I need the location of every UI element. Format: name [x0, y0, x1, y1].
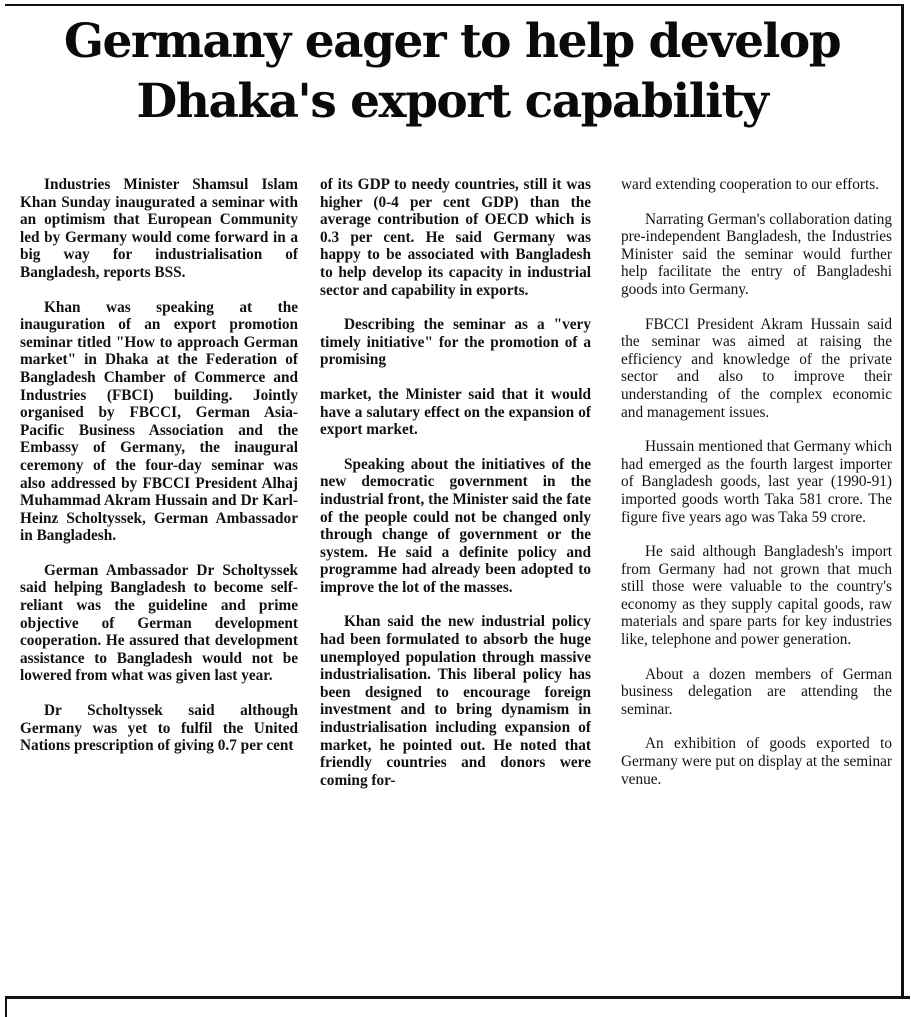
article-column-2 [320, 176, 591, 996]
paragraph: of its GDP to needy countries, still it was higher (0-4 per cent GDP) than the average contribution of OECD which is 0.3 per cent. He said Germany was happy to be associated with Bangladesh to help develop its capacity in industrial sector and capability in exports. [320, 176, 591, 299]
paragraph: About a dozen members of German business delegation are attending the seminar. [621, 665, 892, 718]
paragraph: Narrating German's collaboration dating pre-independent Bangladesh, the Industries Minister said the seminar would further help facilitate the entry of Bangladeshi goods into Germany. [621, 210, 892, 298]
paragraph: Khan was speaking at the inauguration of an export promotion seminar titled "How to approach German market" in Dhaka at the Federation of Bangladesh Chamber of Commerce and Industries (FBCI) building. Jointly organised by FBCCI, German Asia-Pacific Business Association and the Embassy of Germany, the inaugural ceremony of the four-day seminar was also addressed by FBCCI President Alhaj Muhammad Akram Hussain and Dr Karl-Heinz Scholtyssek, German Ambassador in Bangladesh. [20, 298, 298, 545]
headline: Germany eager to help develop Dhaka's export capability [63, 14, 841, 129]
paragraph: ward extending cooperation to our efforts. [621, 176, 879, 193]
paragraph: Industries Minister Shamsul Islam Khan Sunday inaugurated a seminar with an optimism that European Community led by Germany would come forward in a big way for industrialisation of Bangladesh, reports BSS. [20, 176, 298, 281]
article-column-1 [20, 176, 298, 996]
paragraph: Dr Scholtyssek said although Germany was yet to fulfil the United Nations prescription of giving 0.7 per cent [20, 702, 298, 755]
paragraph: market, the Minister said that it would have a salutary effect on the expansion of export market. [320, 385, 591, 439]
paragraph: Hussain mentioned that Germany which had emerged as the fourth largest importer of Bangladesh goods, last year (1990-91) imported goods worth Taka 581 crore. The figure five years ago was Taka 59 crore. [621, 438, 892, 526]
paragraph: German Ambassador Dr Scholtyssek said helping Bangladesh to become self-reliant was the guideline and prime objective of German development cooperation. He assured that development assistance to Bangladesh would not be lowered from what was given last year. [20, 561, 298, 685]
article-column-3 [621, 176, 892, 996]
paragraph: FBCCI President Akram Hussain said the seminar was aimed at raising the efficiency and knowledge of the private sector and also to improve their understanding of the complex economic and management issues. [621, 315, 892, 421]
paragraph: An exhibition of goods exported to Germany were put on display at the seminar venue. [621, 735, 892, 788]
paragraph: Khan said the new industrial policy had been formulated to absorb the huge unemployed population through massive industrialisation. This liberal policy has been designed to encourage foreign investment and to bring dynamism in industrialisation including expansion of market, he pointed out. He noted that friendly countries and donors were coming for- [320, 613, 591, 789]
paragraph: Describing the seminar as a "very timely initiative" for the promotion of a promising [320, 316, 591, 369]
paragraph: Speaking about the initiatives of the new democratic government in the industrial front, the Minister said the fate of the people could not be changed only through change of government or the system. He said a definite policy and programme had already been adopted to improve the lot of the masses. [320, 455, 591, 596]
paragraph: He said although Bangladesh's import from Germany had not grown that much still those were valuable to the country's economy as they supply capital goods, raw materials and spare parts for key industries like, telephone and power generation. [621, 543, 892, 649]
next-article-border [5, 996, 910, 1017]
